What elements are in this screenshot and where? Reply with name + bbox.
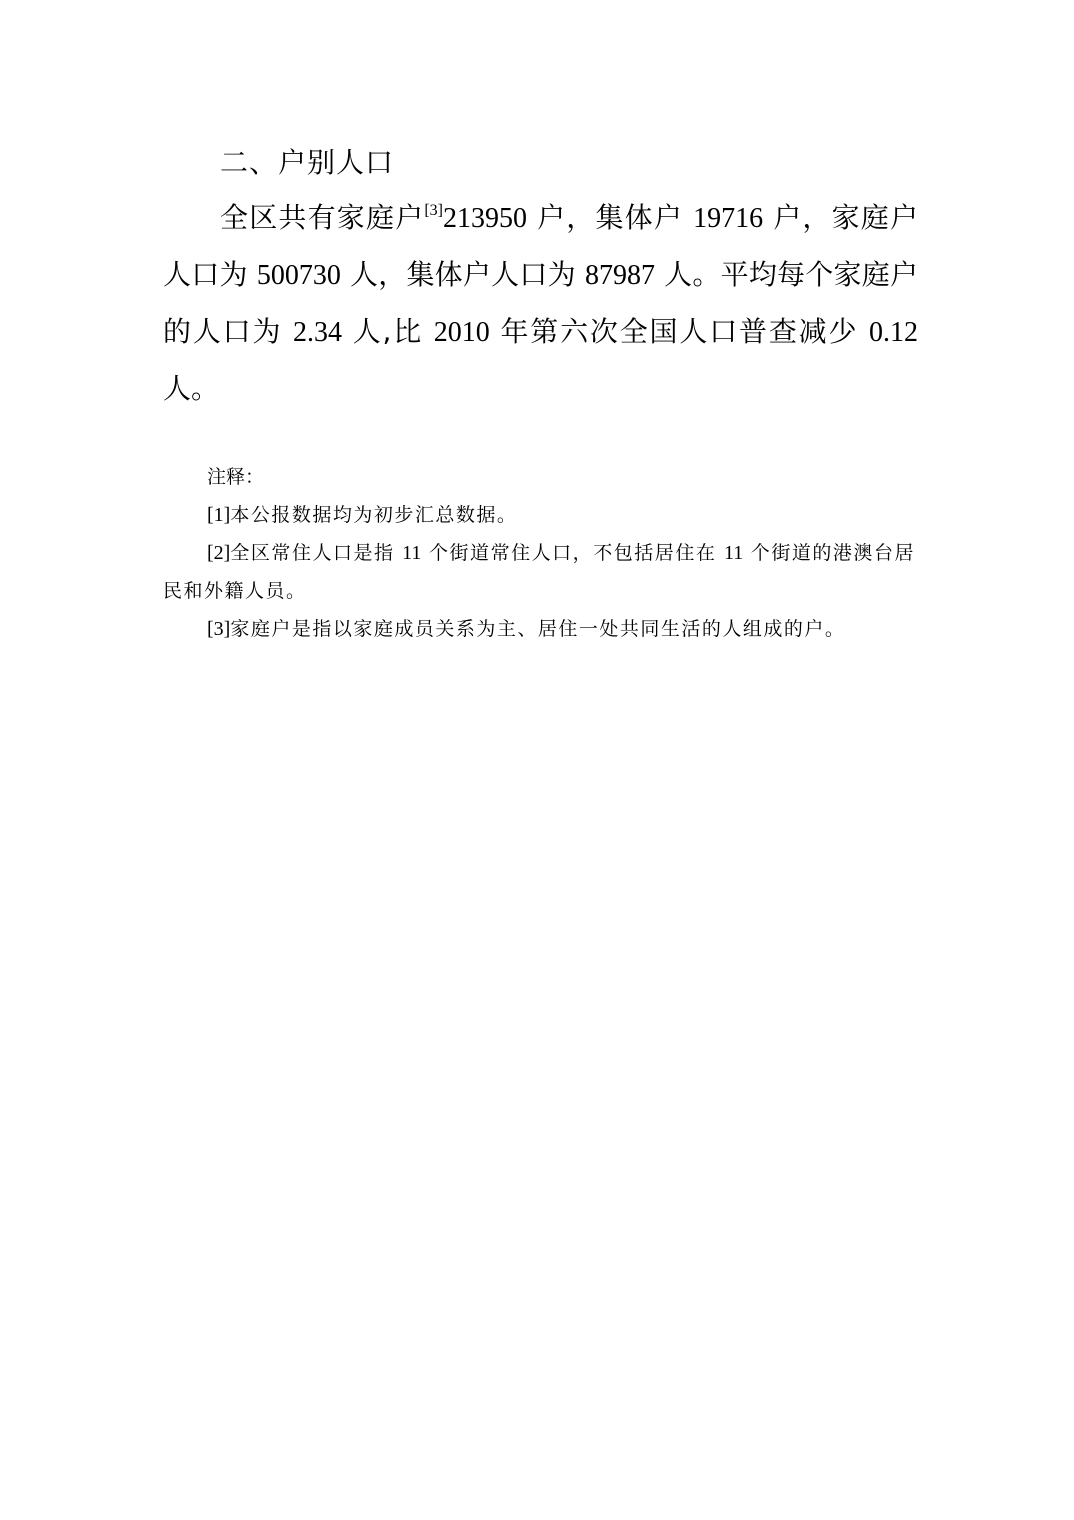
note-marker: [1] xyxy=(207,504,231,526)
note-number: 11 xyxy=(723,542,744,564)
paragraph-text: 人,比 xyxy=(341,315,434,348)
note-1 xyxy=(163,496,915,534)
note-text: 个街道的港澳台居民和外籍人员。 xyxy=(163,542,915,602)
note-text: 本公报数据均为初步汇总数据。 xyxy=(230,504,518,526)
section-heading: 二、户别人口 xyxy=(220,146,395,179)
paragraph-text: 年第六次全国人口普查减少 xyxy=(489,315,869,348)
paragraph-text: 人。 xyxy=(163,372,220,405)
note-text: 个街道常住人口，不包括居住在 xyxy=(421,542,724,564)
avg-per-household: 2.34 xyxy=(292,317,342,348)
note-marker: [2] xyxy=(207,542,231,564)
decrease-value: 0.12 xyxy=(869,317,918,348)
paragraph-text: 户，家庭户人口为 xyxy=(163,201,918,291)
notes-section xyxy=(163,458,915,648)
note-number: 11 xyxy=(402,542,422,564)
census-year: 2010 xyxy=(433,317,490,348)
paragraph-text: 全区共有家庭户 xyxy=(220,201,425,234)
notes-label: 注释： xyxy=(207,466,265,488)
footnote-ref-3[interactable]: [3] xyxy=(424,202,443,219)
note-2 xyxy=(163,534,915,610)
note-text: 家庭户是指以家庭成员关系为主、居住一处共同生活的人组成的户。 xyxy=(230,618,846,640)
note-text: 全区常住人口是指 xyxy=(230,542,403,564)
family-household-count: 213950 xyxy=(443,203,527,234)
collective-population: 87987 xyxy=(584,260,655,291)
note-marker: [3] xyxy=(207,618,231,640)
household-paragraph xyxy=(163,190,918,417)
collective-household-count: 19716 xyxy=(693,203,764,234)
paragraph-text: 人。平均每个家庭户的人口为 xyxy=(163,258,918,348)
paragraph-text: 户，集体户 xyxy=(527,201,694,234)
family-population: 500730 xyxy=(256,260,341,291)
paragraph-text: 人，集体户人口为 xyxy=(340,258,585,291)
note-3 xyxy=(163,610,915,648)
